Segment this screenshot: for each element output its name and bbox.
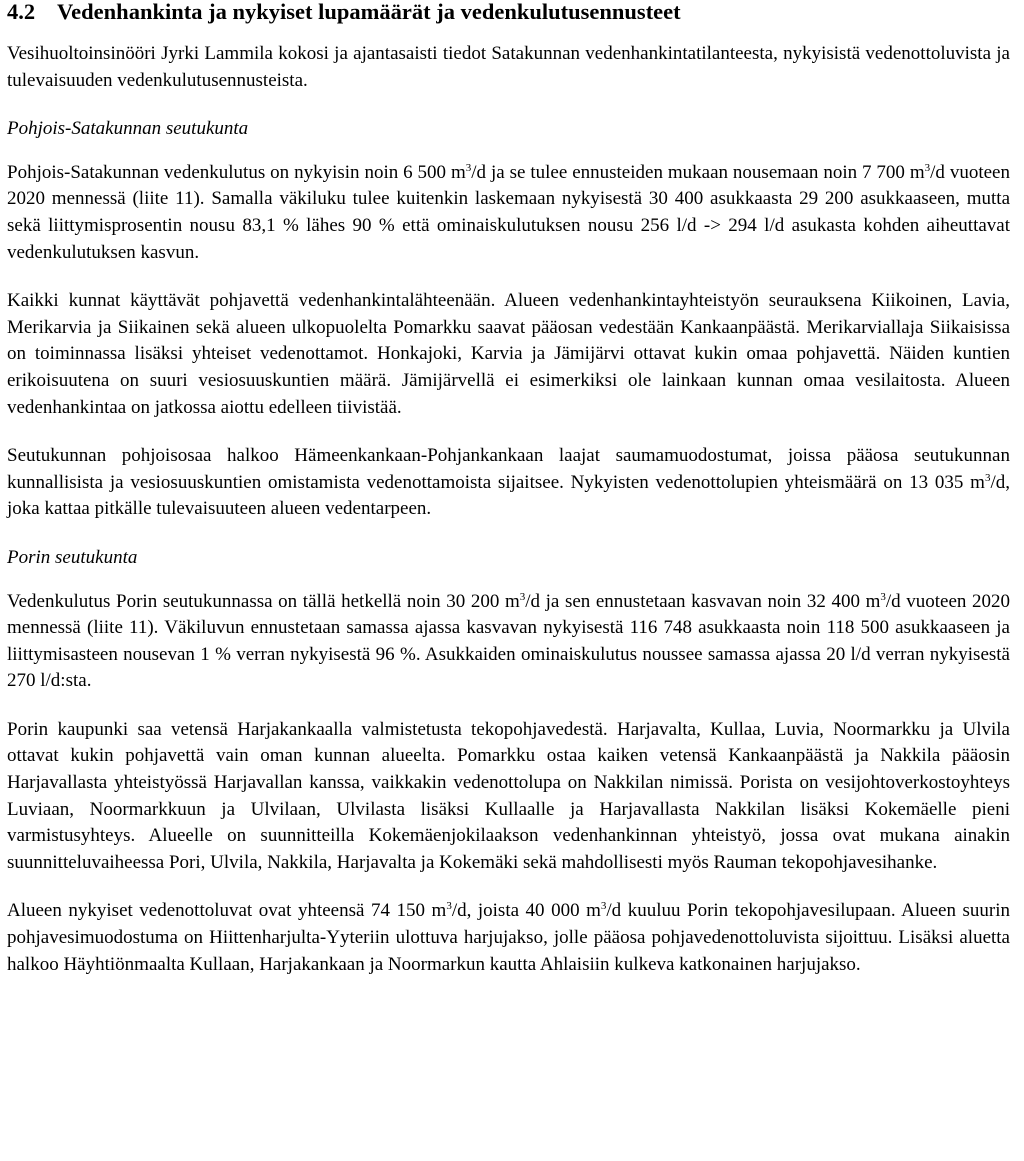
subheading-pohjois-satakunta: Pohjois-Satakunnan seutukunta [7, 118, 249, 140]
section-number: 4.2 [7, 0, 36, 24]
pori-paragraph-3: Alueen nykyiset vedenottoluvat ovat yhteensä 74 150 $m^3/d$, joista 40 000 $m^3/d$ kuuluu Porin tekopohjavesilupaan. Alueen suurin pohjavesimuodostuma on Hiittenharjulta-Yyteriin ulottuva harjujakso, jolle pääosa pohjavedenottoluvista sijoittuu. Lisäksi aluetta halkoo Häyhtiönmaalta Kullaan, Harjakankaan ja Noormarkun kautta Ahlaisiin kulkeva katkonainen harjujakso. [7, 900, 1010, 975]
intro-paragraph: Vesihuoltoinsinööri Jyrki Lammila kokosi ja ajantasaisti tiedot Satakunnan vedenhankintatilanteesta, nykyisistä vedenottoluvista ja tulevaisuuden vedenkulutusennusteista. [7, 43, 1010, 91]
pohjois-paragraph-2: Kaikki kunnat käyttävät pohjavettä vedenhankintalähteenään. Alueen vedenhankintayhteistyön seurauksena Kiikoinen, Lavia, Merikarvia ja Siikainen sekä alueen ulkopuolelta Pomarkku saavat pääosan vedestään Kankaanpäästä. Merikarviallaja Siikaisissa on toiminnassa lisäksi yhteiset vedenottamot. Honkajoki, Karvia ja Jämijärvi ottavat kukin omaa pohjavettä. Näiden kuntien erikoisuutena on suuri vesiosuuskuntien määrä. Jämijärvellä ei esimerkiksi ole lainkaan kunnan omaa vesilaitosta. Alueen vedenhankintaa on jatkossa aiottu edelleen tiivistää. [7, 290, 1010, 418]
pori-paragraph-2: Porin kaupunki saa vetensä Harjakankaalla valmistetusta tekopohjavedestä. Harjavalta, Kullaa, Luvia, Noormarkku ja Ulvila ottavat kukin pohjavettä vain oman kunnan alueelta. Pomarkku ostaa kaiken vetensä Kankaanpäästä ja Nakkila pääosin Harjavallasta yhteistyössä Harjavallan kanssa, vaikkakin vedenottolupa on Nakkilan nimissä. Porista on vesijohtoverkostoyhteys Luviaan, Noormarkkuun ja Ulvilaan, Ulvilasta lisäksi Kullaalle ja Harjavallasta Nakkilan lisäksi Kokemäelle pieni varmistusyhteys. Alueelle on suunnitteilla Kokemäenjokilaakson vedenhankinnan yhteistyö, jossa ovat mukana ainakin suunnitteluvaiheessa Pori, Ulvila, Nakkila, Harjavalta ja Kokemäki sekä mahdollisesti myös Rauman tekopohjavesihanke. [7, 718, 1010, 873]
pohjois-paragraph-3: Seutukunnan pohjoisosaa halkoo Hämeenkankaan-Pohjankankaan laajat saumamuodostumat, joissa pääosa seutukunnan kunnallisista ja vesiosuuskuntien omistamista vedenottamoista sijaitsee. Nykyisten vedenottolupien yhteismäärä on 13 035 $m^3/d$, joka kattaa pitkälle tulevaisuuteen alueen vedentarpeen. [7, 445, 1010, 520]
pohjois-paragraph-1: Pohjois-Satakunnan vedenkulutus on nykyisin noin 6 500 $m^3/d$ ja se tulee ennusteiden mukaan nousemaan noin 7 700 $m^3/d$ vuoteen 2020 mennessä (liite 11). Samalla väkiluku tulee kuitenkin laskemaan nykyisestä 30 400 asukkaasta 29 200 asukkaaseen, mutta sekä liittymisprosentin nousu 83,1 % lähes 90 % että ominaiskulutuksen nousu 256 l/d -> 294 l/d asukasta kohden aiheuttavat vedenkulutuksen kasvun. [7, 161, 1010, 263]
pori-paragraph-1: Vedenkulutus Porin seutukunnassa on tällä hetkellä noin 30 200 $m^3/d$ ja sen ennustetaan kasvavan noin 32 400 $m^3/d$ vuoteen 2020 mennessä (liite 11). Väkiluvun ennustetaan samassa ajassa kasvavan nykyisestä 116 748 asukkaasta noin 118 500 asukkaaseen ja liittymisasteen nousevan 1 % verran nykyisestä 96 %. Asukkaiden ominaiskulutus noussee samassa ajassa 20 l/d verran nykyisestä 270 l/d:sta. [7, 590, 1010, 692]
section-title: Vedenhankinta ja nykyiset lupamäärät ja vedenkulutusennusteet [57, 0, 681, 24]
section-heading [7, 0, 1010, 27]
subheading-porin-seutukunta: Porin seutukunta [7, 546, 138, 568]
